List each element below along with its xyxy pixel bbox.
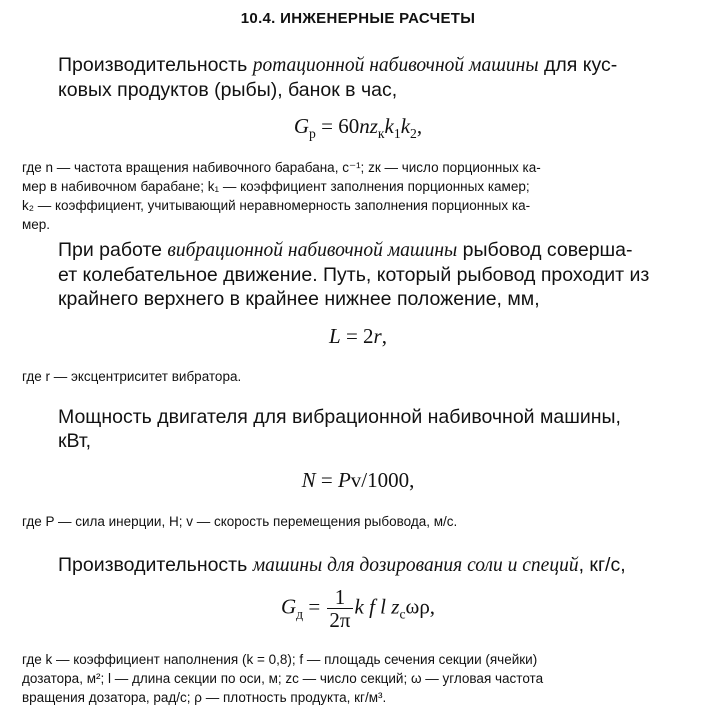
formula-symbol: G	[280, 594, 297, 619]
where-line: дозатора, м²; l — длина секции по оси, м; zс — число секций; ω — угловая частота	[22, 671, 544, 686]
where-line: k₂ — коэффициент, учитывающий неравномерность заполнения порционных ка-	[22, 198, 531, 213]
formula-text: = 60	[315, 114, 360, 138]
text: При работе	[58, 239, 168, 261]
formula-text: v/1000,	[350, 468, 415, 492]
section-heading: 10.4. ИНЖЕНЕРНЫЕ РАСЧЕТЫ	[240, 10, 476, 27]
formula-subscript: р	[309, 126, 316, 142]
paragraph-vibration-machine	[58, 238, 694, 311]
text: для кус-	[538, 54, 618, 76]
formula-subscript: 2	[410, 126, 417, 142]
italic-term: ротационной набивочной машины	[252, 55, 539, 76]
where-clause-2: где r — эксцентриситет вибратора.	[22, 369, 242, 384]
paragraph-motor-power	[58, 405, 694, 453]
formula-symbol: n	[359, 114, 370, 138]
fraction-numerator: 1	[327, 586, 352, 609]
where-clause-4	[22, 650, 696, 707]
formula-text: = 2	[340, 324, 374, 348]
formula-symbol: G	[293, 114, 310, 138]
paragraph-rotary-machine	[58, 53, 694, 102]
formula-fraction	[327, 586, 352, 631]
where-line: вращения дозатора, рад/с; ρ — плотность продукта, кг/м³.	[22, 690, 387, 705]
paragraph-line: Мощность двигателя для вибрационной набивочной машины,	[58, 406, 621, 428]
where-clause-3: где P — сила инерции, Н; v — скорость перемещения рыбовода, м/с.	[22, 514, 458, 529]
formula-path	[0, 324, 716, 349]
formula-symbol: P	[337, 468, 351, 492]
formula-text: ,	[381, 324, 387, 348]
formula-text: =	[303, 594, 326, 619]
paragraph-line: крайнего верхнего в крайнее нижнее положение, мм,	[58, 288, 540, 310]
formula-text: ,	[416, 114, 423, 138]
where-line: мер.	[22, 217, 51, 232]
text: Производительность	[58, 554, 253, 576]
paragraph-line: ет колебательное движение. Путь, который рыбовод проходит из	[58, 264, 650, 286]
formula-symbol: k f l z	[354, 594, 400, 619]
formula-power	[0, 468, 716, 493]
where-line: где n — частота вращения набивочного барабана, с⁻¹; zк — число порционных ка-	[22, 160, 541, 175]
text: , кг/с,	[578, 554, 626, 576]
formula-subscript: к	[377, 126, 385, 142]
formula-subscript: д	[296, 606, 304, 622]
formula-subscript: с	[399, 606, 406, 622]
where-line: где k — коэффициент наполнения (k = 0,8); f — площадь сечения секции (ячейки)	[22, 652, 538, 667]
text: рыбовод совершa-	[457, 239, 633, 261]
paragraph-line: кВт,	[58, 430, 92, 452]
fraction-denominator: 2π	[329, 608, 351, 632]
italic-term: вибрационной набивочной машины	[167, 240, 458, 261]
paragraph-line	[58, 53, 694, 78]
formula-symbol: k	[400, 114, 411, 138]
formula-symbol: z	[369, 114, 378, 138]
formula-text: ωρ,	[405, 594, 436, 619]
formula-symbol: r	[373, 324, 382, 348]
formula-dosing-productivity	[0, 586, 716, 631]
text: Производительность	[58, 54, 253, 76]
italic-term: машины для дозирования соли и специй	[252, 555, 579, 576]
formula-rotary-productivity	[0, 114, 716, 142]
formula-symbol: k	[384, 114, 394, 138]
formula-symbol: N	[301, 468, 316, 492]
formula-text: =	[315, 468, 338, 492]
paragraph-line	[58, 238, 694, 263]
where-clause-1	[22, 158, 696, 234]
formula-symbol: L	[329, 324, 341, 348]
paragraph-dosing-machine	[58, 553, 694, 578]
where-line: мер в набивочном барабане; k₁ — коэффициент заполнения порционных камер;	[22, 179, 530, 194]
formula-subscript: 1	[393, 126, 401, 142]
paragraph-line	[58, 553, 694, 578]
paragraph-line: ковых продуктов (рыбы), банок в час,	[58, 79, 398, 101]
